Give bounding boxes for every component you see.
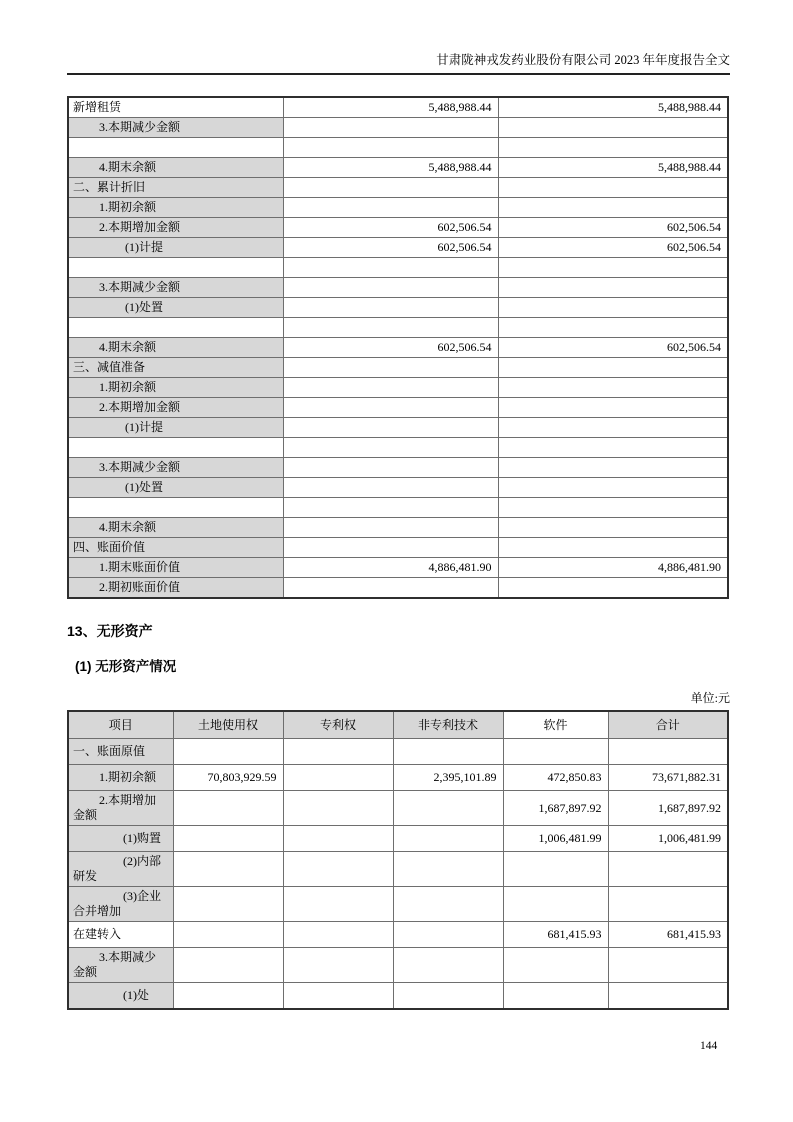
table-row: [68, 358, 728, 378]
row-label: 三、减值准备: [68, 358, 283, 378]
table-row: [68, 852, 728, 887]
row-value: [608, 983, 728, 1010]
table-row: [68, 791, 728, 826]
row-value: [393, 983, 503, 1010]
row-label: 一、账面原值: [68, 739, 173, 765]
row-value: [498, 138, 728, 158]
row-value: 5,488,988.44: [283, 158, 498, 178]
intangible-assets-table: [67, 710, 729, 1010]
row-label: 新增租赁: [68, 97, 283, 118]
row-value: [173, 826, 283, 852]
row-value: [503, 948, 608, 983]
row-label: 2.本期增加金额: [68, 791, 173, 826]
table-row: [68, 238, 728, 258]
header-rule: [67, 73, 730, 75]
row-label: (1)计提: [68, 238, 283, 258]
lease-continuation-table: [67, 96, 729, 599]
table-row: [68, 826, 728, 852]
row-label: 2.本期增加金额: [68, 398, 283, 418]
row-value: [173, 791, 283, 826]
row-value: [173, 922, 283, 948]
table-row: [68, 558, 728, 578]
row-value: [173, 852, 283, 887]
column-header: 专利权: [283, 711, 393, 739]
row-value: 602,506.54: [498, 338, 728, 358]
table-row: [68, 478, 728, 498]
row-value: [283, 118, 498, 138]
row-value: [283, 318, 498, 338]
row-value: [498, 118, 728, 138]
row-label: 1.期初余额: [68, 765, 173, 791]
row-value: [503, 887, 608, 922]
row-value: [283, 438, 498, 458]
row-value: [283, 578, 498, 599]
row-label: 在建转入: [68, 922, 173, 948]
row-label: 四、账面价值: [68, 538, 283, 558]
row-label: 3.本期减少金额: [68, 278, 283, 298]
row-value: 73,671,882.31: [608, 765, 728, 791]
row-value: 70,803,929.59: [173, 765, 283, 791]
table-row: [68, 278, 728, 298]
row-value: 681,415.93: [608, 922, 728, 948]
row-value: [173, 983, 283, 1010]
row-value: [283, 518, 498, 538]
row-value: [608, 887, 728, 922]
row-label: 3.本期减少金额: [68, 458, 283, 478]
row-label: (1)处置: [68, 298, 283, 318]
row-label: 2.本期增加金额: [68, 218, 283, 238]
table-row: [68, 418, 728, 438]
row-value: [498, 478, 728, 498]
row-value: [393, 852, 503, 887]
section-heading: 13、无形资产: [67, 623, 153, 639]
column-header: 合计: [608, 711, 728, 739]
table-row: [68, 378, 728, 398]
row-value: 602,506.54: [283, 218, 498, 238]
column-header: 软件: [503, 711, 608, 739]
row-label: 4.期末余额: [68, 158, 283, 178]
row-value: [283, 178, 498, 198]
table-row: [68, 318, 728, 338]
row-label: 3.本期减少金额: [68, 118, 283, 138]
row-value: [283, 498, 498, 518]
row-label: [68, 318, 283, 338]
row-value: [498, 198, 728, 218]
row-value: [283, 983, 393, 1010]
row-value: 2,395,101.89: [393, 765, 503, 791]
intangible-table-body: [68, 739, 728, 1010]
row-value: [498, 318, 728, 338]
table-row: [68, 97, 728, 118]
row-value: [173, 948, 283, 983]
table-row: [68, 218, 728, 238]
table-row: [68, 498, 728, 518]
unit-label: 单位:元: [690, 691, 730, 705]
column-header: 项目: [68, 711, 173, 739]
row-value: [393, 887, 503, 922]
row-label: [68, 498, 283, 518]
row-value: [503, 983, 608, 1010]
column-header: 土地使用权: [173, 711, 283, 739]
row-value: [498, 178, 728, 198]
subsection-heading: (1) 无形资产情况: [75, 659, 177, 674]
table-row: [68, 398, 728, 418]
row-value: [283, 922, 393, 948]
row-value: [283, 418, 498, 438]
row-label: (1)处: [68, 983, 173, 1010]
unit-row: [67, 691, 730, 705]
table-row: [68, 258, 728, 278]
table-row: [68, 578, 728, 599]
row-value: [283, 739, 393, 765]
row-value: 5,488,988.44: [498, 97, 728, 118]
row-label: 2.期初账面价值: [68, 578, 283, 599]
row-label: 3.本期减少金额: [68, 948, 173, 983]
row-value: [283, 458, 498, 478]
row-value: [503, 739, 608, 765]
row-label: 1.期末账面价值: [68, 558, 283, 578]
row-value: [498, 538, 728, 558]
row-value: 5,488,988.44: [283, 97, 498, 118]
row-value: [283, 358, 498, 378]
row-value: 5,488,988.44: [498, 158, 728, 178]
row-value: 681,415.93: [503, 922, 608, 948]
row-value: [393, 826, 503, 852]
table-row: [68, 138, 728, 158]
table-row: [68, 158, 728, 178]
table-row: [68, 765, 728, 791]
row-value: [283, 826, 393, 852]
row-value: [498, 518, 728, 538]
row-value: 602,506.54: [498, 238, 728, 258]
header-row: [68, 711, 728, 739]
row-value: [393, 739, 503, 765]
row-value: 1,006,481.99: [608, 826, 728, 852]
row-value: [173, 887, 283, 922]
report-title: 甘肃陇神戎发药业股份有限公司 2023 年年度报告全文: [436, 53, 730, 67]
row-value: [283, 791, 393, 826]
row-value: [608, 739, 728, 765]
row-label: [68, 438, 283, 458]
row-value: [608, 948, 728, 983]
table-row: [68, 298, 728, 318]
row-value: [393, 948, 503, 983]
table-row: [68, 338, 728, 358]
row-value: [283, 398, 498, 418]
row-label: 4.期末余额: [68, 518, 283, 538]
row-value: [283, 138, 498, 158]
table-row: [68, 922, 728, 948]
row-label: 1.期初余额: [68, 378, 283, 398]
row-value: [498, 278, 728, 298]
row-value: [498, 358, 728, 378]
table-row: [68, 739, 728, 765]
row-value: [498, 438, 728, 458]
row-value: 1,687,897.92: [503, 791, 608, 826]
row-value: 602,506.54: [283, 238, 498, 258]
row-label: [68, 258, 283, 278]
row-label: (1)处置: [68, 478, 283, 498]
row-value: [283, 478, 498, 498]
row-value: [283, 948, 393, 983]
row-value: [283, 852, 393, 887]
table-row: [68, 538, 728, 558]
row-value: [498, 498, 728, 518]
row-label: (1)购置: [68, 826, 173, 852]
row-value: [393, 922, 503, 948]
running-header: [67, 0, 730, 68]
row-label: (2)内部研发: [68, 852, 173, 887]
row-label: (1)计提: [68, 418, 283, 438]
intangible-table-header: [68, 711, 728, 739]
row-value: [498, 418, 728, 438]
table-row: [68, 118, 728, 138]
row-value: 602,506.54: [283, 338, 498, 358]
row-value: 4,886,481.90: [283, 558, 498, 578]
row-value: [283, 258, 498, 278]
row-value: 1,687,897.92: [608, 791, 728, 826]
row-value: 472,850.83: [503, 765, 608, 791]
row-value: [498, 258, 728, 278]
row-value: [498, 298, 728, 318]
table-row: [68, 948, 728, 983]
column-header: 非专利技术: [393, 711, 503, 739]
row-value: 602,506.54: [498, 218, 728, 238]
row-label: 二、累计折旧: [68, 178, 283, 198]
row-label: 1.期初余额: [68, 198, 283, 218]
table-row: [68, 887, 728, 922]
row-label: 4.期末余额: [68, 338, 283, 358]
row-value: 1,006,481.99: [503, 826, 608, 852]
row-value: [283, 887, 393, 922]
table-row: [68, 983, 728, 1010]
row-value: [498, 458, 728, 478]
page-number: 144: [700, 1040, 718, 1052]
row-value: [283, 378, 498, 398]
table-row: [68, 178, 728, 198]
row-value: 4,886,481.90: [498, 558, 728, 578]
row-label: (3)企业合并增加: [68, 887, 173, 922]
row-value: [498, 578, 728, 599]
row-value: [283, 298, 498, 318]
row-value: [393, 791, 503, 826]
row-value: [503, 852, 608, 887]
row-value: [498, 398, 728, 418]
row-value: [498, 378, 728, 398]
row-value: [608, 852, 728, 887]
row-value: [283, 538, 498, 558]
row-value: [283, 198, 498, 218]
table-row: [68, 518, 728, 538]
lease-table-body: [68, 97, 728, 598]
table-row: [68, 198, 728, 218]
table-row: [68, 438, 728, 458]
row-label: [68, 138, 283, 158]
table-row: [68, 458, 728, 478]
row-value: [173, 739, 283, 765]
row-value: [283, 765, 393, 791]
row-value: [283, 278, 498, 298]
